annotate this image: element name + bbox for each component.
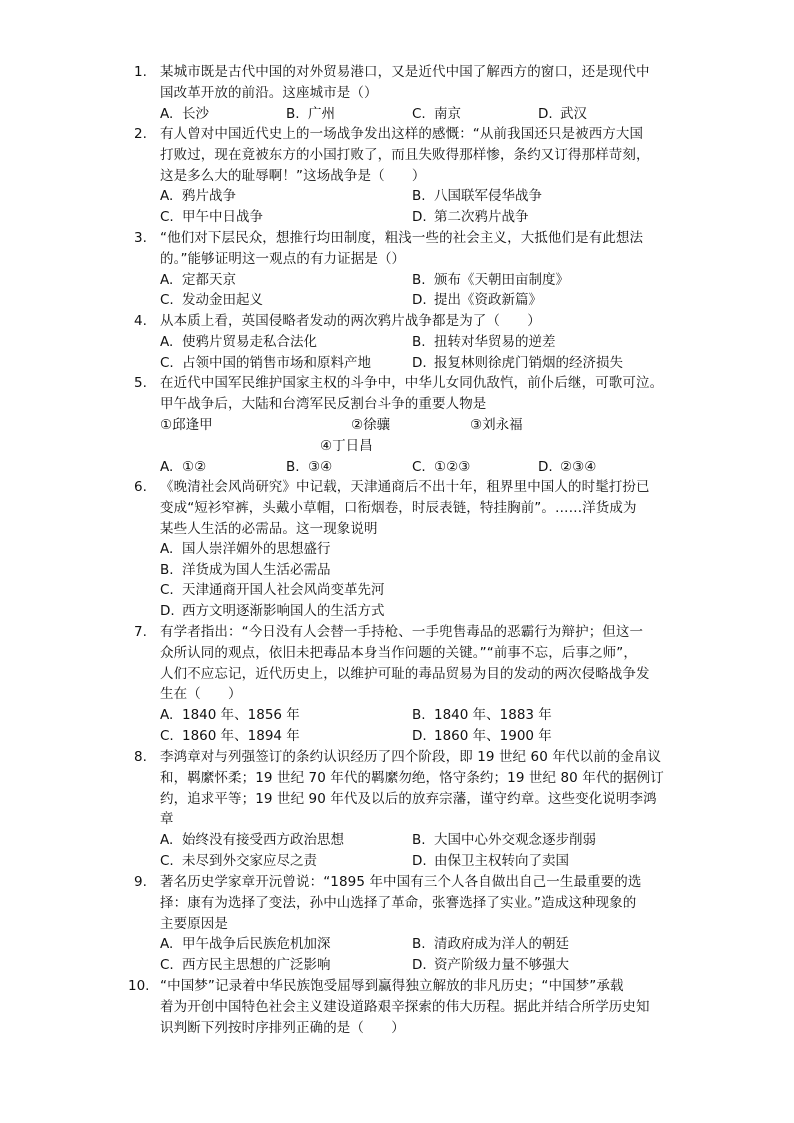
question-number: 5. xyxy=(134,375,147,391)
option-c: C. 未尽到外交家应尽之责 xyxy=(160,853,317,869)
option-c: C. 占领中国的销售市场和原料产地 xyxy=(160,355,371,371)
question-text-line: 国改革开放的前沿。这座城市是（） xyxy=(160,85,378,101)
question-text-line: 著名历史学家章开沅曾说：“1895 年中国有三个人各自做出自己一生最重要的选 xyxy=(160,874,642,890)
question-text-line: 着为开创中国特色社会主义建设道路艰辛探索的伟大历程。据此并结合所学历史知 xyxy=(160,999,650,1015)
option-d: D. 报复林则徐虎门销烟的经济损失 xyxy=(412,355,623,371)
option-b: B. 大国中心外交观念逐步削弱 xyxy=(412,832,596,848)
option-b: B. 广州 xyxy=(286,106,335,122)
question-text-line: 某城市既是古代中国的对外贸易港口，又是近代中国了解西方的窗口，还是现代中 xyxy=(160,64,650,80)
option-b: B. 清政府成为洋人的朝廷 xyxy=(412,936,569,952)
option-c: C. 西方民主思想的广泛影响 xyxy=(160,957,331,973)
option-d: D. 提出《资政新篇》 xyxy=(412,292,542,308)
option-d: D. 西方文明逐渐影响国人的生活方式 xyxy=(160,603,385,619)
question-text-line: 《晚清社会风尚研究》中记载，天津通商后不出十年，租界里中国人的时髦打扮已 xyxy=(160,479,650,495)
question-text-line: 约，追求平等；19 世纪 90 年代及以后的放弃宗藩，谨守约章。这些变化说明李鸿 xyxy=(160,791,657,807)
option-b: B. 1840 年、1883 年 xyxy=(412,707,552,723)
item-4: ④丁日昌 xyxy=(320,438,373,454)
question-text-line: 甲午战争后，大陆和台湾军民反割台斗争的重要人物是 xyxy=(160,396,487,412)
question-text-line: 众所认同的观点，依旧未把毒品本身当作问题的关键。”“前事不忘，后事之师”， xyxy=(160,645,637,661)
question-number: 10. xyxy=(128,978,150,994)
option-d: D. 1860 年、1900 年 xyxy=(412,728,552,744)
question-number: 3. xyxy=(134,230,147,246)
option-a: A. 使鸦片贸易走私合法化 xyxy=(160,334,317,350)
question-text-line: 和，羁縻怀柔；19 世纪 70 年代的羁縻勿绝，恪守条约；19 世纪 80 年代的据例订 xyxy=(160,770,664,786)
option-a: A. 鸦片战争 xyxy=(160,188,236,204)
item-3: ③刘永福 xyxy=(470,417,523,433)
question-text-line: 这是多么大的耻辱啊！”这场战争是（ ） xyxy=(160,168,426,184)
question-text-line: 识判断下列按时序排列正确的是（ ） xyxy=(160,1020,405,1036)
question-text-line: 的。”能够证明这一观点的有力证据是（） xyxy=(160,251,406,267)
option-c: C. 发动金田起义 xyxy=(160,292,263,308)
question-text-line: 有学者指出：“今日没有人会替一手持枪、一手兜售毒品的恶霸行为辩护；但这一 xyxy=(160,624,644,640)
question-text-line: 生在（ ） xyxy=(160,686,242,702)
question-number: 8. xyxy=(134,749,147,765)
option-b: B. ③④ xyxy=(286,459,333,475)
option-a: A. 1840 年、1856 年 xyxy=(160,707,300,723)
option-a: A. 长沙 xyxy=(160,106,209,122)
option-d: D. 由保卫主权转向了卖国 xyxy=(412,853,569,869)
option-c: C. 天津通商开国人社会风尚变革先河 xyxy=(160,582,385,598)
option-d: D. 第二次鸦片战争 xyxy=(412,209,529,225)
question-text-line: 有人曾对中国近代史上的一场战争发出这样的感慨：“从前我国还只是被西方大国 xyxy=(160,126,644,142)
option-a: A. 甲午战争后民族危机加深 xyxy=(160,936,331,952)
option-d: D. ②③④ xyxy=(538,459,597,475)
item-1: ①邱逢甲 xyxy=(160,417,213,433)
option-c: C. 甲午中日战争 xyxy=(160,209,263,225)
question-number: 9. xyxy=(134,874,147,890)
option-d: D. 武汉 xyxy=(538,106,587,122)
option-b: B. 洋货成为国人生活必需品 xyxy=(160,562,331,578)
question-text-line: 某些人生活的必需品。这一现象说明 xyxy=(160,521,378,537)
question-text-line: 从本质上看，英国侵略者发动的两次鸦片战争都是为了（ ） xyxy=(160,313,541,329)
option-a: A. 始终没有接受西方政治思想 xyxy=(160,832,344,848)
item-2: ②徐骧 xyxy=(351,417,391,433)
question-text-line: “他们对下层民众，想推行均田制度，粗浅一些的社会主义，大抵他们是有此想法 xyxy=(160,230,644,246)
question-text-line: 章 xyxy=(160,811,174,827)
option-d: D. 资产阶级力量不够强大 xyxy=(412,957,569,973)
question-text-line: 打败过，现在竟被东方的小国打败了，而且失败得那样惨，条约又订得那样苛刻， xyxy=(160,147,650,163)
question-text-line: 在近代中国军民维护国家主权的斗争中，中华儿女同仇敌忾，前仆后继，可歌可泣。 xyxy=(160,375,664,391)
option-a: A. 国人崇洋媚外的思想盛行 xyxy=(160,541,331,557)
question-number: 6. xyxy=(134,479,147,495)
question-number: 7. xyxy=(134,624,147,640)
option-b: B. 颁布《天朝田亩制度》 xyxy=(412,272,569,288)
option-a: A. 定都天京 xyxy=(160,272,236,288)
option-a: A. ①② xyxy=(160,459,207,475)
option-b: B. 扭转对华贸易的逆差 xyxy=(412,334,556,350)
question-text-line: “中国梦”记录着中华民族饱受屈辱到赢得独立解放的非凡历史；“中国梦”承载 xyxy=(160,978,624,994)
question-number: 4. xyxy=(134,313,147,329)
question-text-line: 李鸿章对与列强签订的条约认识经历了四个阶段，即 19 世纪 60 年代以前的金帛议 xyxy=(160,749,662,765)
option-c: C. 1860 年、1894 年 xyxy=(160,728,300,744)
question-text-line: 变成“短衫窄裤，头戴小草帽，口衔烟卷，时辰表链，特挂胸前”。……洋货成为 xyxy=(160,500,637,516)
option-c: C. 南京 xyxy=(412,106,461,122)
question-number: 2. xyxy=(134,126,147,142)
question-text-line: 择：康有为选择了变法，孙中山选择了革命，张謇选择了实业。”造成这种现象的 xyxy=(160,895,637,911)
option-b: B. 八国联军侵华战争 xyxy=(412,188,542,204)
option-c: C. ①②③ xyxy=(412,459,471,475)
question-number: 1. xyxy=(134,64,147,80)
question-text-line: 主要原因是 xyxy=(160,916,228,932)
question-text-line: 人们不应忘记，近代历史上，以维护可耻的毒品贸易为目的发动的两次侵略战争发 xyxy=(160,666,650,682)
